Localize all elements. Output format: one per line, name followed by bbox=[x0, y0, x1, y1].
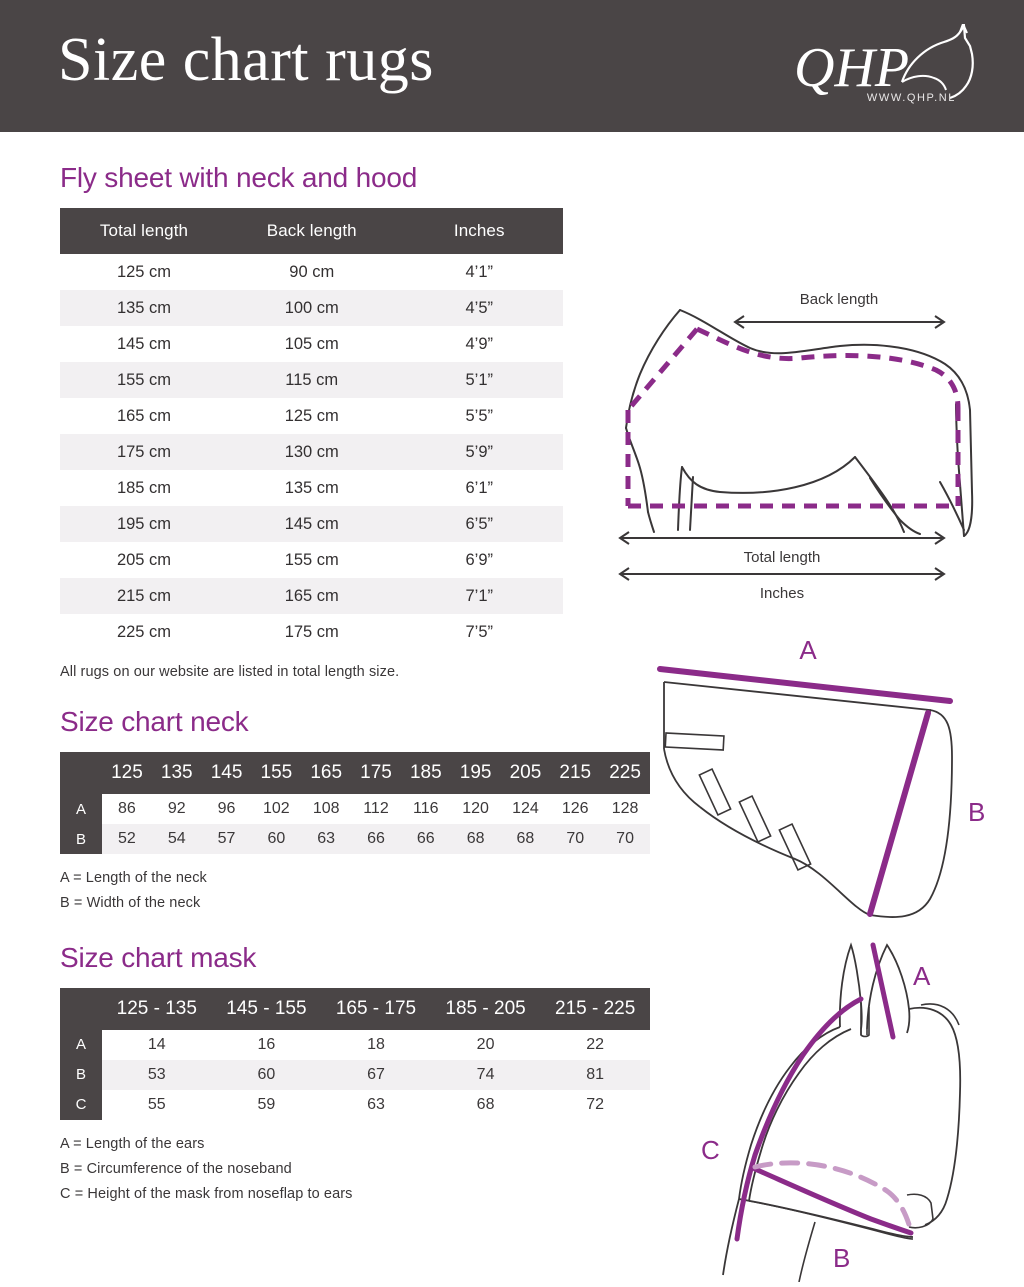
cell-total-length: 205 cm bbox=[60, 542, 228, 578]
cell-inches: 5’5” bbox=[395, 398, 563, 434]
horse-leg-a bbox=[678, 467, 682, 530]
mask-row-a bbox=[60, 1030, 650, 1060]
mask-cell: 68 bbox=[431, 1090, 541, 1120]
mask-cell: 59 bbox=[212, 1090, 322, 1120]
page-content bbox=[0, 132, 1024, 1280]
blanket-neck-dashed bbox=[628, 329, 697, 410]
horse-leg-b bbox=[690, 477, 693, 530]
mask-row-label: C bbox=[60, 1090, 102, 1120]
mask-cell: 60 bbox=[212, 1060, 322, 1090]
table-row bbox=[60, 398, 563, 434]
mask-size-header: 185 - 205 bbox=[431, 988, 541, 1030]
horse-body-diagram bbox=[600, 282, 1000, 622]
mask-cell: 67 bbox=[321, 1060, 431, 1090]
cell-inches: 4’5” bbox=[395, 290, 563, 326]
mask-cell: 14 bbox=[102, 1030, 212, 1060]
cell-total-length: 225 cm bbox=[60, 614, 228, 650]
neck-cell: 52 bbox=[102, 824, 152, 854]
mask-row-c bbox=[60, 1090, 650, 1120]
cell-inches: 6’9” bbox=[395, 542, 563, 578]
column-header-back-length: Back length bbox=[228, 208, 395, 254]
cell-total-length: 175 cm bbox=[60, 434, 228, 470]
cell-inches: 6’5” bbox=[395, 506, 563, 542]
cell-total-length: 125 cm bbox=[60, 254, 228, 290]
neck-cell: 57 bbox=[202, 824, 252, 854]
logo-wordmark: QHP bbox=[794, 37, 910, 99]
neck-strap-tab-3 bbox=[779, 824, 810, 870]
neck-cell: 60 bbox=[251, 824, 301, 854]
total-length-label: Total length bbox=[743, 549, 821, 566]
cell-total-length: 155 cm bbox=[60, 362, 228, 398]
mask-cell: 81 bbox=[540, 1060, 650, 1090]
mask-row-label: B bbox=[60, 1060, 102, 1090]
neck-size-header: 215 bbox=[550, 752, 600, 794]
mask-legend bbox=[60, 1132, 660, 1207]
neck-chart-table bbox=[60, 752, 650, 854]
mask-cell: 53 bbox=[102, 1060, 212, 1090]
cell-back-length: 175 cm bbox=[228, 614, 395, 650]
neck-size-header: 155 bbox=[251, 752, 301, 794]
mask-label-a: A bbox=[913, 961, 931, 991]
logo-horse-head bbox=[902, 26, 973, 98]
table-row bbox=[60, 362, 563, 398]
cell-back-length: 115 cm bbox=[228, 362, 395, 398]
neck-cell: 92 bbox=[152, 794, 202, 824]
neck-cover-diagram bbox=[630, 637, 1010, 942]
neck-row-label: A bbox=[60, 794, 102, 824]
fly-sheet-title: Fly sheet with neck and hood bbox=[60, 162, 418, 193]
mask-cell: 55 bbox=[102, 1090, 212, 1120]
back-length-label: Back length bbox=[799, 291, 879, 308]
cell-back-length: 125 cm bbox=[228, 398, 395, 434]
mask-header-row bbox=[60, 988, 650, 1030]
mask-cell: 18 bbox=[321, 1030, 431, 1060]
neck-label-a: A bbox=[799, 637, 817, 665]
neck-row-b bbox=[60, 824, 650, 854]
neck-cell: 128 bbox=[600, 794, 650, 824]
mask-label-b: B bbox=[833, 1243, 851, 1273]
mask-legend-item: A = Length of the ears bbox=[60, 1135, 205, 1152]
neck-cell: 126 bbox=[550, 794, 600, 824]
neck-slot-detail bbox=[665, 733, 724, 750]
horse-belly-line bbox=[682, 457, 855, 493]
neck-cell: 112 bbox=[351, 794, 401, 824]
neck-chart-title: Size chart neck bbox=[60, 706, 249, 737]
neck-cell: 120 bbox=[451, 794, 501, 824]
cell-inches: 5’1” bbox=[395, 362, 563, 398]
neck-corner-cell bbox=[60, 752, 102, 794]
table-row bbox=[60, 290, 563, 326]
fly-sheet-table bbox=[60, 208, 563, 650]
horse-hind-leg-a bbox=[855, 457, 904, 532]
neck-cell: 66 bbox=[401, 824, 451, 854]
table-row bbox=[60, 542, 563, 578]
total-length-arrow bbox=[620, 532, 944, 544]
mask-size-header: 145 - 155 bbox=[212, 988, 322, 1030]
neck-row-label: B bbox=[60, 824, 102, 854]
mask-chart-title: Size chart mask bbox=[60, 941, 257, 973]
neck-measure-b-line bbox=[870, 713, 928, 914]
mask-cell: 20 bbox=[431, 1030, 541, 1060]
table-row bbox=[60, 614, 563, 650]
mask-cell: 72 bbox=[540, 1090, 650, 1120]
neck-header-row bbox=[60, 752, 650, 794]
cell-total-length: 195 cm bbox=[60, 506, 228, 542]
neck-left-curve bbox=[664, 749, 700, 807]
mask-cell: 22 bbox=[540, 1030, 650, 1060]
horse-front-hoof bbox=[648, 512, 654, 532]
mask-cell: 16 bbox=[212, 1030, 322, 1060]
cell-inches: 6’1” bbox=[395, 470, 563, 506]
neck-size-header: 135 bbox=[152, 752, 202, 794]
neck-cell: 108 bbox=[301, 794, 351, 824]
cell-total-length: 165 cm bbox=[60, 398, 228, 434]
table-row bbox=[60, 254, 563, 290]
left-column bbox=[60, 132, 660, 1207]
back-length-arrow bbox=[735, 316, 944, 328]
inches-arrow bbox=[620, 568, 944, 580]
mask-chart-table bbox=[60, 988, 650, 1120]
mask-rear-outline bbox=[909, 1008, 960, 1225]
neck-legend-item: B = Width of the neck bbox=[60, 894, 201, 911]
cell-total-length: 135 cm bbox=[60, 290, 228, 326]
neck-cell: 70 bbox=[600, 824, 650, 854]
mask-noseflap-mid bbox=[799, 1222, 815, 1282]
inches-label: Inches bbox=[759, 585, 805, 602]
page-title: Size chart rugs bbox=[58, 26, 434, 94]
neck-size-header: 125 bbox=[102, 752, 152, 794]
neck-size-header: 205 bbox=[501, 752, 551, 794]
mask-cell: 74 bbox=[431, 1060, 541, 1090]
qhp-logo bbox=[784, 24, 984, 112]
neck-label-b: B bbox=[968, 797, 986, 827]
mask-measure-b-dashed bbox=[755, 1163, 911, 1231]
mask-size-header: 165 - 175 bbox=[321, 988, 431, 1030]
neck-size-header: 145 bbox=[202, 752, 252, 794]
mask-row-b bbox=[60, 1060, 650, 1090]
cell-total-length: 145 cm bbox=[60, 326, 228, 362]
neck-cell: 86 bbox=[102, 794, 152, 824]
column-header-inches: Inches bbox=[395, 208, 563, 254]
neck-legend-item: A = Length of the neck bbox=[60, 870, 207, 886]
mask-legend-item: B = Circumference of the noseband bbox=[60, 1160, 292, 1177]
mask-measure-a-line bbox=[873, 945, 893, 1037]
horse-neck-outline bbox=[626, 310, 680, 428]
mask-ear-left bbox=[840, 945, 862, 1029]
column-header-total-length: Total length bbox=[60, 208, 228, 254]
neck-strap-tab-1 bbox=[699, 769, 730, 815]
neck-cell: 63 bbox=[301, 824, 351, 854]
mask-size-header: 215 - 225 bbox=[540, 988, 650, 1030]
table-row bbox=[60, 434, 563, 470]
neck-cell: 124 bbox=[501, 794, 551, 824]
neck-cell: 54 bbox=[152, 824, 202, 854]
neck-legend bbox=[60, 866, 660, 916]
neck-cell: 66 bbox=[351, 824, 401, 854]
neck-size-header: 165 bbox=[301, 752, 351, 794]
cell-back-length: 145 cm bbox=[228, 506, 395, 542]
mask-measure-b-line bbox=[755, 1169, 911, 1233]
neck-cell: 68 bbox=[501, 824, 551, 854]
mask-noseband-upper bbox=[749, 1201, 913, 1239]
mask-row-label: A bbox=[60, 1030, 102, 1060]
mask-ear-gap bbox=[861, 1029, 867, 1035]
cell-back-length: 100 cm bbox=[228, 290, 395, 326]
neck-size-header: 175 bbox=[351, 752, 401, 794]
neck-size-header: 225 bbox=[600, 752, 650, 794]
table-header-row bbox=[60, 208, 563, 254]
cell-back-length: 165 cm bbox=[228, 578, 395, 614]
cell-total-length: 185 cm bbox=[60, 470, 228, 506]
cell-back-length: 135 cm bbox=[228, 470, 395, 506]
cell-total-length: 215 cm bbox=[60, 578, 228, 614]
neck-cell: 68 bbox=[451, 824, 501, 854]
cell-inches: 7’1” bbox=[395, 578, 563, 614]
cell-back-length: 105 cm bbox=[228, 326, 395, 362]
logo-website-url: WWW.QHP.NL bbox=[866, 92, 956, 104]
cell-back-length: 155 cm bbox=[228, 542, 395, 578]
mask-cell: 63 bbox=[321, 1090, 431, 1120]
table-row bbox=[60, 578, 563, 614]
neck-cell: 70 bbox=[550, 824, 600, 854]
mask-legend-item: C = Height of the mask from noseflap to ears bbox=[60, 1185, 353, 1202]
table-row bbox=[60, 326, 563, 362]
page-header bbox=[0, 0, 1024, 132]
cell-inches: 5’9” bbox=[395, 434, 563, 470]
cell-inches: 4’9” bbox=[395, 326, 563, 362]
fly-mask-diagram bbox=[655, 937, 1015, 1287]
cell-inches: 7’5” bbox=[395, 614, 563, 650]
cell-inches: 4’1” bbox=[395, 254, 563, 290]
neck-size-header: 185 bbox=[401, 752, 451, 794]
neck-row-a bbox=[60, 794, 650, 824]
table-row bbox=[60, 506, 563, 542]
mask-rear-inner bbox=[921, 1004, 959, 1025]
neck-right-edge bbox=[870, 710, 952, 917]
table-row bbox=[60, 470, 563, 506]
neck-cell: 102 bbox=[251, 794, 301, 824]
neck-cell: 116 bbox=[401, 794, 451, 824]
neck-cell: 96 bbox=[202, 794, 252, 824]
mask-corner-cell bbox=[60, 988, 102, 1030]
cell-back-length: 130 cm bbox=[228, 434, 395, 470]
fly-sheet-note: All rugs on our website are listed in total length size. bbox=[60, 664, 400, 680]
mask-size-header: 125 - 135 bbox=[102, 988, 212, 1030]
mask-label-c: C bbox=[701, 1135, 720, 1165]
cell-back-length: 90 cm bbox=[228, 254, 395, 290]
neck-size-header: 195 bbox=[451, 752, 501, 794]
neck-bottom-edge bbox=[700, 807, 870, 915]
